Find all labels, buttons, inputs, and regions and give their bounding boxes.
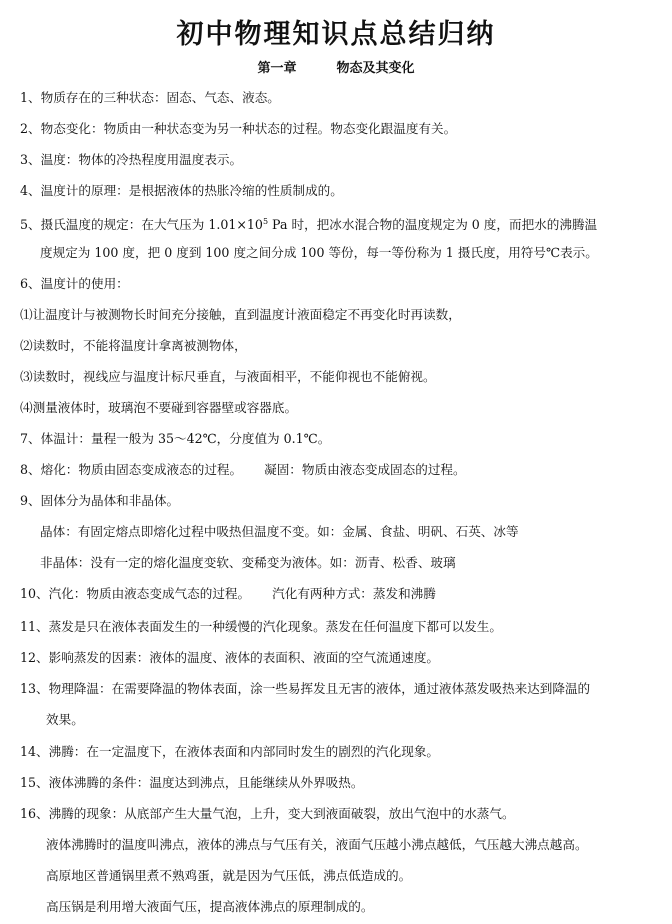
item-6: 6、温度计的使用： — [20, 276, 129, 291]
item-3: 3、温度：物体的冷热程度用温度表示。 — [20, 152, 243, 167]
item-8 — [20, 461, 466, 479]
item-6-sub-2: ⑵读数时，不能将温度计拿离被测物体， — [20, 338, 247, 353]
item-5-exponent: 5 — [262, 217, 269, 226]
item-5 — [20, 213, 597, 234]
item-8-melting: 8、熔化：物质由固态变成液态的过程。 — [20, 462, 243, 477]
item-16-pressure-cooker: 高压锅是利用增大液面气压，提高液体沸点的原理制成的。 — [46, 899, 374, 914]
page-title: 初中物理知识点总结归纳 — [176, 19, 496, 50]
item-14: 14、沸腾：在一定温度下，在液体表面和内部同时发生的剧烈的汽化现象。 — [20, 744, 440, 759]
item-16: 16、沸腾的现象：从底部产生大量气泡，上升，变大到液面破裂，放出气泡中的水蒸气。 — [20, 806, 515, 821]
item-9-noncrystal: 非晶体：没有一定的熔化温度变软、变稀变为液体。如：沥青、松香、玻璃 — [40, 555, 456, 570]
item-8-solidifying: 凝固：物质由液态变成固态的过程。 — [264, 462, 466, 477]
item-9-crystal: 晶体：有固定熔点即熔化过程中吸热但温度不变。如：金属、食盐、明矾、石英、冰等 — [40, 524, 519, 539]
item-15: 15、液体沸腾的条件：温度达到沸点，且能继续从外界吸热。 — [20, 775, 364, 790]
item-16-plateau: 高原地区普通锅里煮不熟鸡蛋，就是因为气压低，沸点低造成的。 — [46, 868, 412, 883]
item-7: 7、体温计：量程一般为 35～42℃，分度值为 0.1℃。 — [20, 431, 331, 446]
item-10 — [20, 585, 436, 603]
chapter-label: 第一章 — [257, 61, 297, 76]
item-5-part-a: 5、摄氏温度的规定：在大气压为 1.01×10 — [20, 217, 263, 233]
item-5-part-b: Pa 时，把冰水混合物的温度规定为 0 度，而把水的沸腾温 — [268, 217, 598, 233]
item-16-boiling-point: 液体沸腾时的温度叫沸点，液体的沸点与气压有关，液面气压越小沸点越低，气压越大沸点越高。 — [46, 837, 588, 852]
item-12: 12、影响蒸发的因素：液体的温度、液体的表面积、液面的空气流通速度。 — [20, 650, 440, 665]
item-9: 9、固体分为晶体和非晶体。 — [20, 493, 180, 508]
item-1: 1、物质存在的三种状态：固态、气态、液态。 — [20, 90, 280, 105]
item-13-continued: 效果。 — [46, 712, 84, 727]
item-6-sub-4: ⑷测量液体时，玻璃泡不要碰到容器壁或容器底。 — [20, 400, 298, 415]
item-4: 4、温度计的原理：是根据液体的热胀冷缩的性质制成的。 — [20, 183, 343, 198]
item-13: 13、物理降温：在需要降温的物体表面，涂一些易挥发且无害的液体，通过液体蒸发吸热来达到降温的 — [20, 681, 591, 696]
item-6-sub-1: ⑴让温度计与被测物长时间充分接触，直到温度计液面稳定不再变化时再读数， — [20, 307, 461, 322]
chapter-heading — [0, 57, 672, 76]
item-6-sub-3: ⑶读数时，视线应与温度计标尺垂直，与液面相平，不能仰视也不能俯视。 — [20, 369, 436, 384]
item-2: 2、物态变化：物质由一种状态变为另一种状态的过程。物态变化跟温度有关。 — [20, 121, 457, 136]
item-10-two-ways: 汽化有两种方式：蒸发和沸腾 — [272, 586, 436, 601]
chapter-name: 物态及其变化 — [336, 61, 415, 76]
item-11: 11、蒸发是只在液体表面发生的一种缓慢的汽化现象。蒸发在任何温度下都可以发生。 — [20, 619, 502, 634]
item-10-vaporization: 10、汽化：物质由液态变成气态的过程。 — [20, 586, 251, 601]
item-5-continued: 度规定为 100 度，把 0 度到 100 度之间分成 100 等份，每一等份称为 1 摄氏度，用符号℃表示。 — [40, 245, 598, 260]
